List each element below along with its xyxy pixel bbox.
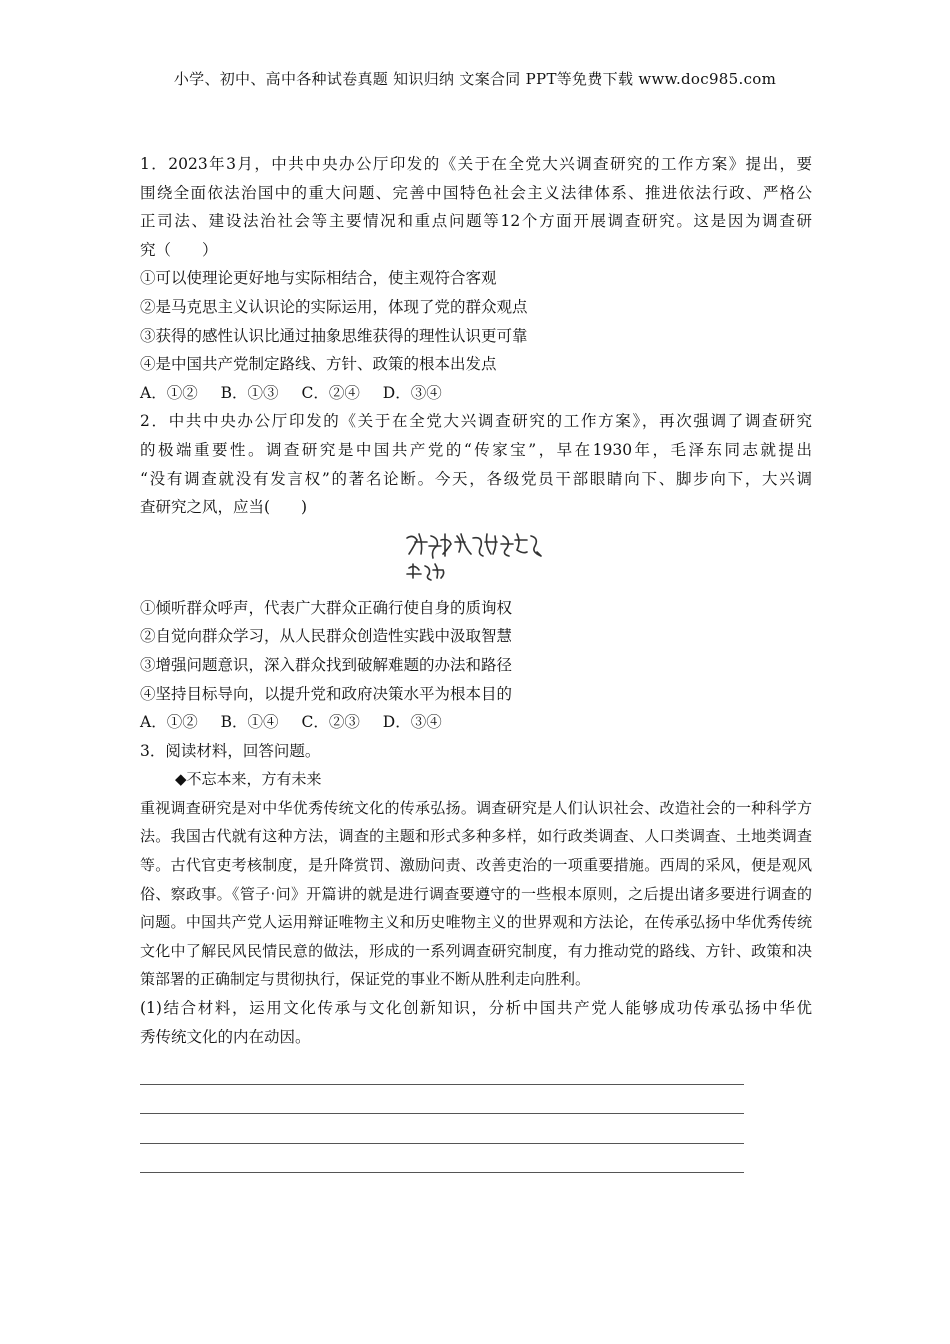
option-a[interactable]: A．①②: [140, 383, 198, 402]
question-1-stem-line: 正司法、建设法治社会等主要情况和重点问题等12个方面开展调查研究。这是因为调查研: [140, 212, 812, 231]
question-1: [140, 150, 812, 407]
question-1-options: [140, 379, 812, 408]
question-2-options: [140, 708, 812, 737]
question-1-stem-line: 1．2023年3月，中共中央办公厅印发的《关于在全党大兴调查研究的工作方案》提出，要: [140, 155, 812, 173]
question-content: [140, 150, 812, 1173]
question-1-item: ①可以使理论更好地与实际相结合，使主观符合客观: [140, 269, 497, 288]
question-2-stem-line: “没有调查就没有发言权”的著名论断。今天，各级党员干部眼睛向下、脚步向下，大兴调: [140, 469, 812, 488]
option-b[interactable]: B．①④: [220, 713, 279, 732]
answer-line[interactable]: [140, 1144, 744, 1174]
material-paragraph: 重视调查研究是对中华优秀传统文化的传承弘扬。调查研究是人们认识社会、改造社会的一种科学方法。我国古代就有这种方法，调查的主题和形式多种多样，如行政类调查、人口类调查、土地类调查等。古代官吏考核制度，是升降赏罚、激励问责、改善吏治的一项重要措施。西周的采风，便是观风俗、察政事。《管子·问》开篇讲的就是进行调查要遵守的一些根本原则，之后提出诸多要进行调查的问题。中国共产党人运用辩证唯物主义和历史唯物主义的世界观和方法论，在传承弘扬中华优秀传统文化中了解民风民情民意的做法，形成的一系列调查研究制度，有力推动党的路线、方针、政策和决策部署的正确制定与贯彻执行，保证党的事业不断从胜利走向胜利。: [140, 798, 812, 989]
question-1-stem-line: 究（ ）: [140, 240, 218, 259]
answer-line[interactable]: [140, 1085, 744, 1115]
calligraphy-image: [140, 528, 812, 590]
question-2-stem-line: 2．中共中央办公厅印发的《关于在全党大兴调查研究的工作方案》，再次强调了调查研究: [140, 412, 812, 431]
question-2-item: ④坚持目标导向，以提升党和政府决策水平为根本目的: [140, 684, 513, 703]
question-2-item: ③增强问题意识，深入群众找到破解难题的办法和路径: [140, 655, 513, 674]
option-c[interactable]: C．②④: [301, 383, 360, 402]
material-subtitle: ◆不忘本来，方有未来: [175, 770, 322, 789]
question-1-stem-line: 围绕全面依法治国中的重大问题、完善中国特色社会主义法律体系、推进依法行政、严格公: [140, 183, 812, 202]
option-b[interactable]: B．①③: [220, 383, 279, 402]
question-3-intro: 3．阅读材料，回答问题。: [140, 741, 321, 760]
question-3: [140, 737, 812, 1174]
question-2-stem-line: 的极端重要性。调查研究是中国共产党的“传家宝”，早在1930年，毛泽东同志就提出: [140, 440, 812, 459]
answer-line[interactable]: [140, 1114, 744, 1144]
calligraphy-inscription-icon: [401, 528, 551, 586]
question-2-item: ②自觉向群众学习，从人民群众创造性实践中汲取智慧: [140, 627, 513, 646]
sub-question-1-line: 秀传统文化的内在动因。: [140, 1027, 311, 1046]
option-d[interactable]: D．③④: [382, 713, 442, 732]
page-header: 小学、初中、高中各种试卷真题 知识归纳 文案合同 PPT等免费下载 www.doc985.com: [173, 70, 777, 88]
question-1-item: ④是中国共产党制定路线、方针、政策的根本出发点: [140, 355, 497, 374]
answer-line[interactable]: [140, 1055, 744, 1085]
option-c[interactable]: C．②③: [301, 713, 360, 732]
question-1-item: ②是马克思主义认识论的实际运用，体现了党的群众观点: [140, 297, 528, 316]
option-a[interactable]: A．①②: [140, 713, 198, 732]
question-1-item: ③获得的感性认识比通过抽象思维获得的理性认识更可靠: [140, 326, 528, 345]
option-d[interactable]: D．③④: [382, 383, 442, 402]
question-2: [140, 407, 812, 736]
question-2-stem-line: 查研究之风，应当( ): [140, 498, 308, 517]
question-2-item: ①倾听群众呼声，代表广大群众正确行使自身的质询权: [140, 598, 513, 617]
sub-question-1-line: (1)结合材料，运用文化传承与文化创新知识，分析中国共产党人能够成功传承弘扬中华优: [140, 999, 812, 1018]
answer-lines: [140, 1055, 812, 1173]
